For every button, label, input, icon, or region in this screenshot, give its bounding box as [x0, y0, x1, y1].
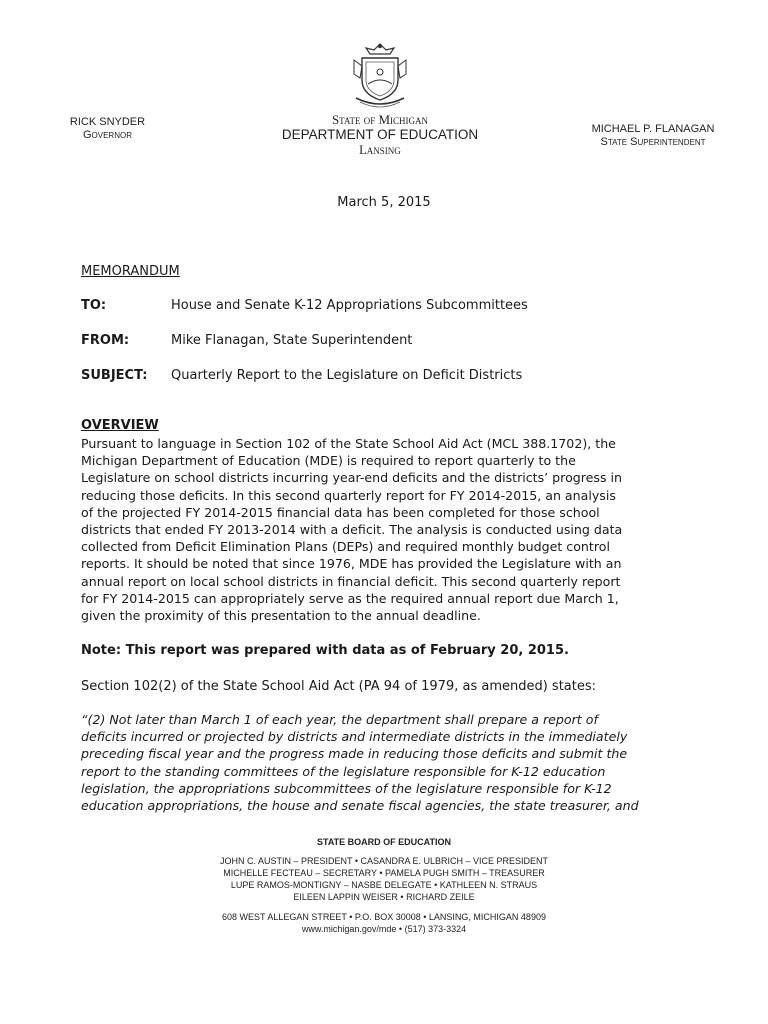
superintendent-title: State Superintendent: [600, 136, 706, 148]
footer-address: [0, 911, 768, 935]
address-line: 608 WEST ALLEGAN STREET • P.O. BOX 30008 • LANSING, MICHIGAN 48909: [222, 912, 546, 922]
section-intro: Section 102(2) of the State School Aid Act (PA 94 of 1979, as amended) states:: [81, 679, 597, 694]
city-line: Lansing: [359, 143, 401, 157]
from-label: FROM:: [81, 333, 130, 348]
governor-title: Governor: [82, 129, 132, 141]
board-line: LUPE RAMOS-MONTIGNY – NASBE DELEGATE • KATHLEEN N. STRAUS: [230, 880, 538, 890]
board-line: EILEEN LAPPIN WEISER • RICHARD ZEILE: [293, 892, 475, 902]
to-row: [81, 298, 528, 314]
board-line: JOHN C. AUSTIN – PRESIDENT • CASANDRA E. ULBRICH – VICE PRESIDENT: [219, 856, 549, 866]
overview-heading: OVERVIEW: [81, 418, 159, 433]
overview-body: Pursuant to language in Section 102 of the State School Aid Act (MCL 388.1702), the Michigan Department of Education (MDE) is required to report quarterly to the Legislature on school districts incurring year-end deficits and the districts’ progress in reducing those deficits. In this second quarterly report for FY 2014-2015, an analysis of the projected FY 2014-2015 financial data has been completed for those school districts that ended FY 2013-2014 with a deficit. The analysis is conducted using data collected from Deficit Elimination Plans (DEPs) and required monthly budget control reports. It should be noted that since 1976, MDE has provided the Legislature with an annual report on local school districts in financial deficit. This second quarterly report for FY 2014-2015 can appropriately serve as the required annual report due March 1, given the proximity of this presentation to the annual deadline.: [81, 436, 623, 624]
footer-title: STATE BOARD OF EDUCATION: [317, 837, 451, 847]
contact-line: www.michigan.gov/mde • (517) 373-3324: [301, 924, 467, 934]
subject-value: Quarterly Report to the Legislature on Deficit Districts: [171, 368, 523, 383]
statute-quote: “(2) Not later than March 1 of each year, the department shall prepare a report of deficits incurred or projected by districts and intermediate districts in the immediately preceding fiscal year and the progress made in reducing those deficits and submit the report to the standing committees of the legislature responsible for K-12 education legislation, the appropriations subcommittees of the legislature responsible for K-12 education appropriations, the house and senate fiscal agencies, the state treasurer, and: [81, 712, 639, 814]
michigan-seal-icon: [348, 40, 412, 112]
superintendent-name: MICHAEL P. FLANAGAN: [591, 123, 715, 135]
to-value: House and Senate K-12 Appropriations Subcommittees: [171, 298, 528, 313]
from-value: Mike Flanagan, State Superintendent: [171, 333, 413, 348]
department-name: DEPARTMENT OF EDUCATION: [281, 127, 479, 142]
to-label: TO:: [81, 298, 107, 313]
memo-date: March 5, 2015: [337, 195, 431, 210]
state-line: State of Michigan: [331, 112, 429, 127]
data-note: Note: This report was prepared with data as of February 20, 2015.: [81, 643, 569, 658]
superintendent-block: [578, 123, 728, 149]
from-row: [81, 333, 412, 349]
governor-name: RICK SNYDER: [69, 116, 146, 128]
subject-label: SUBJECT:: [81, 368, 148, 383]
board-line: MICHELLE FECTEAU – SECRETARY • PAMELA PUGH SMITH – TREASURER: [223, 868, 545, 878]
subject-row: [81, 368, 522, 384]
footer-board-members: [0, 855, 768, 903]
department-header: [250, 113, 510, 157]
memo-heading: MEMORANDUM: [81, 264, 180, 279]
governor-block: [60, 116, 155, 142]
